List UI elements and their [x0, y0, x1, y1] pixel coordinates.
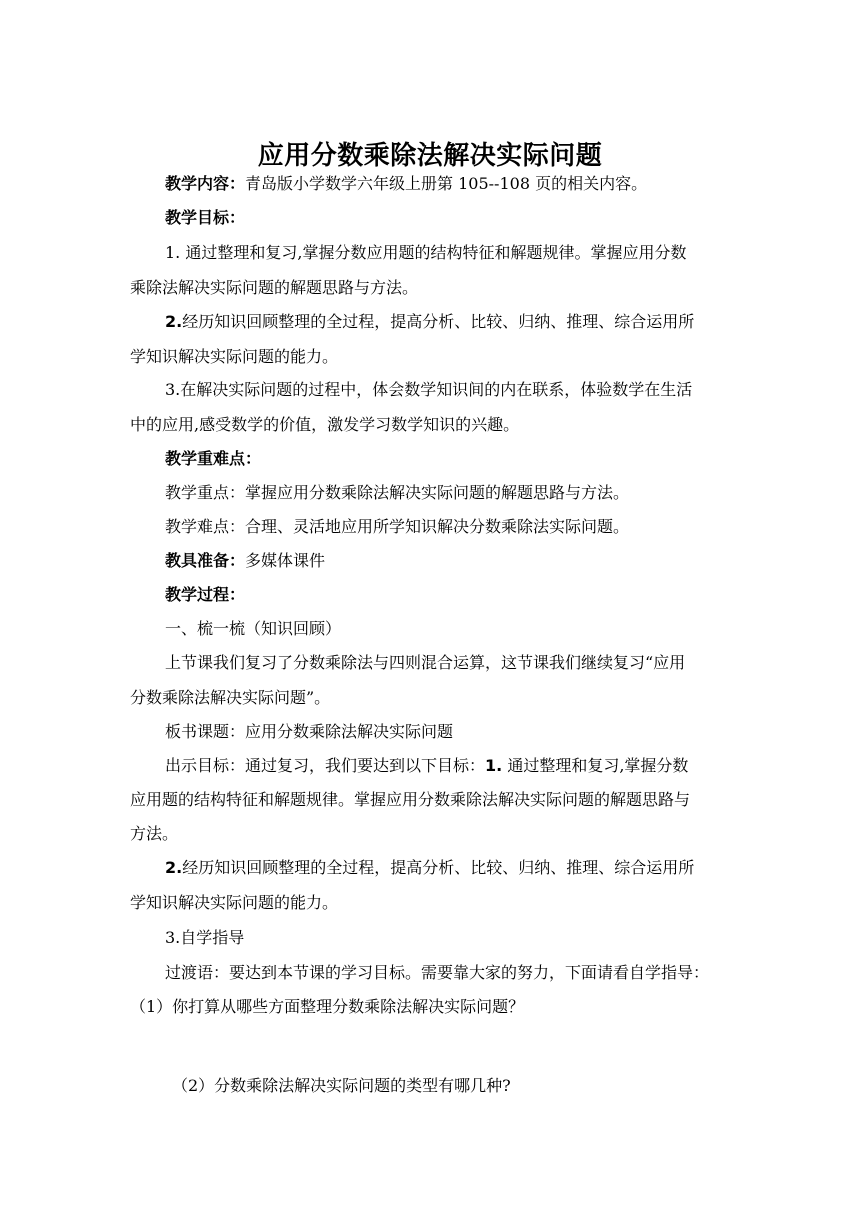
show-goals-line-c: 方法。: [130, 824, 179, 843]
repeat-goal-2-line-b: 学知识解决实际问题的能力。: [130, 893, 339, 912]
section-1-heading: 一、梳一梳（知识回顾）: [165, 619, 342, 638]
repeat-goal-2-line-a: [165, 856, 765, 880]
tools-label: 教具准备：: [165, 551, 246, 570]
show-goals-tail: 通过整理和复习,掌握分数: [502, 756, 689, 775]
goal-1-line-b: 乘除法解决实际问题的解题思路与方法。: [130, 278, 419, 297]
goal-3-line-b: 中的应用,感受数学的价值，激发学习数学知识的兴趣。: [130, 415, 520, 434]
goal-2-line-a: [165, 310, 765, 334]
board-title-line: 板书课题：应用分数乘除法解决实际问题: [165, 722, 454, 741]
repeat-goal-2-text: 经历知识回顾整理的全过程，提高分析、比较、归纳、推理、综合运用所: [182, 858, 695, 877]
key-point-line: 教学重点：掌握应用分数乘除法解决实际问题的解题思路与方法。: [165, 483, 630, 502]
goal-3-line-a: 3.在解决实际问题的过程中，体会数学知识间的内在联系，体验数学在生活: [165, 380, 693, 399]
teaching-content-line: [165, 172, 765, 196]
review-line-b: 分数乘除法解决实际问题”。: [130, 688, 331, 707]
show-goals-number: 1.: [485, 756, 503, 775]
review-line-a: 上节课我们复习了分数乘除法与四则混合运算，这节课我们继续复习“应用: [165, 653, 686, 672]
tools-text: 多媒体课件: [245, 551, 326, 570]
show-goals-line-b: 应用题的结构特征和解题规律。掌握应用分数乘除法解决实际问题的解题思路与: [130, 790, 691, 809]
show-goals-text: 出示目标：通过复习，我们要达到以下目标：: [165, 756, 486, 775]
process-label: 教学过程：: [165, 585, 246, 604]
show-goals-line-a: [165, 754, 765, 778]
goal-2-line-b: 学知识解决实际问题的能力。: [130, 347, 339, 366]
document-title: 应用分数乘除法解决实际问题: [257, 141, 603, 171]
question-1: （1）你打算从哪些方面整理分数乘除法解决实际问题？: [130, 997, 525, 1016]
difficult-point-line: 教学难点：合理、灵活地应用所学知识解决分数乘除法实际问题。: [165, 517, 630, 536]
difficulty-label: 教学重难点：: [165, 449, 262, 468]
tools-line: [165, 549, 765, 573]
repeat-goal-2-number: 2.: [165, 858, 183, 877]
teaching-goals-label: 教学目标：: [165, 208, 246, 227]
self-study-guide-heading: 3.自学指导: [165, 928, 245, 947]
goal-1-line-a: 1. 通过整理和复习,掌握分数应用题的结构特征和解题规律。掌握应用分数: [165, 243, 687, 262]
question-2: （2）分数乘除法解决实际问题的类型有哪几种?: [172, 1076, 511, 1095]
teaching-content-label: 教学内容：: [165, 174, 246, 193]
transition-line: 过渡语：要达到本节课的学习目标。需要靠大家的努力，下面请看自学指导：: [165, 963, 710, 982]
teaching-content-text: 青岛版小学数学六年级上册第 105--108 页的相关内容。: [245, 174, 648, 193]
goal-2-number: 2.: [165, 312, 183, 331]
goal-2-text: 经历知识回顾整理的全过程，提高分析、比较、归纳、推理、综合运用所: [182, 312, 695, 331]
